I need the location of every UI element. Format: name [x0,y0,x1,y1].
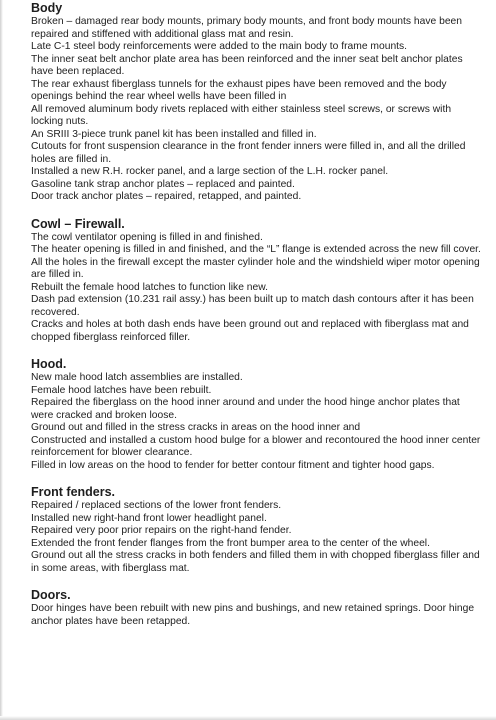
section-heading: Front fenders. [31,485,116,499]
section-heading: Hood. [31,357,67,371]
section-heading: Cowl – Firewall. [31,216,125,231]
section-line: Gasoline tank strap anchor plates – replaced and painted. [31,178,295,190]
section-line: Female hood latches have been rebuilt. [31,384,212,396]
section-doors [31,588,481,628]
section-line: Repaired very poor prior repairs on the right-hand fender. [31,525,292,536]
section-line: Door hinges have been rebuilt with new pins and bushings, and new retained springs. Door hinge anchor plates have been retapped. [31,603,475,627]
section-line: Dash pad extension (10.231 rail assy.) has been built up to match dash contours after it has been recovered. [31,294,474,318]
section-body [31,1,481,204]
section-line: The rear exhaust fiberglass tunnels for the exhaust pipes have been removed and the body openings behind the rear wheel wells have been filled in [31,78,447,102]
section-line: Door track anchor plates – repaired, retapped, and painted. [31,191,302,202]
section-line: Cracks and holes at both dash ends have been ground out and replaced with fiberglass mat and chopped fiberglass reinforced filler. [31,319,469,343]
section-line: The inner seat belt anchor plate area has been reinforced and the inner seat belt anchor plates have been replaced. [31,53,463,77]
section-line: Repaired / replaced sections of the lower front fenders. [31,500,282,511]
section-line: All removed aluminum body rivets replaced with either stainless steel screws, or screws with locking nuts. [31,103,452,127]
section-line: All the holes in the firewall except the master cylinder hole and the windshield wiper motor opening are filled in. [31,256,480,280]
section-line: An SRIII 3-piece trunk panel kit has been installed and filled in. [31,128,317,140]
section-hood [31,357,481,472]
scan-bottom-shadow [0,716,496,720]
section-line: Broken – damaged rear body mounts, primary body mounts, and front body mounts have been repaired and stiffened with additional glass mat and resin. [31,16,463,40]
section-line: Cutouts for front suspension clearance in the front fender inners were filled in, and all the drilled holes are filled in. [31,141,466,165]
section-line: The cowl ventilator opening is filled in and finished. [31,231,263,243]
section-line: The heater opening is filled in and finished, and the “L” flange is extended across the new fill cover. [31,244,481,255]
section-heading: Body [31,1,63,15]
section-line: Repaired the fiberglass on the hood inner around and under the hood hinge anchor plates that were cracked and broken loose. [31,397,460,421]
section-line: Late C-1 steel body reinforcements were added to the main body to frame mounts. [31,41,408,52]
scan-edge-shadow [0,0,3,720]
section-line: Filled in low areas on the hood to fender for better contour fitment and tighter hood gaps. [31,459,435,471]
section-line: Installed a new R.H. rocker panel, and a large section of the L.H. rocker panel. [31,166,389,177]
section-heading: Doors. [31,588,71,602]
document-body [31,1,481,641]
section-line: Constructed and installed a custom hood bulge for a blower and recontoured the hood inner center reinforcement for blower clearance. [31,434,481,458]
section-line: Installed new right-hand front lower headlight panel. [31,512,267,524]
section-line: Ground out all the stress cracks in both fenders and filled them in with chopped fiberglass filler and in some areas, with fiberglass mat. [31,550,480,574]
section-line: Rebuilt the female hood latches to function like new. [31,281,268,293]
section-line: New male hood latch assemblies are installed. [31,372,243,383]
section-cowl-firewall [31,217,481,345]
section-front-fenders [31,485,481,575]
section-line: Extended the front fender flanges from the front bumper area to the center of the wheel. [31,537,430,549]
section-line: Ground out and filled in the stress cracks in areas on the hood inner and [31,422,361,433]
